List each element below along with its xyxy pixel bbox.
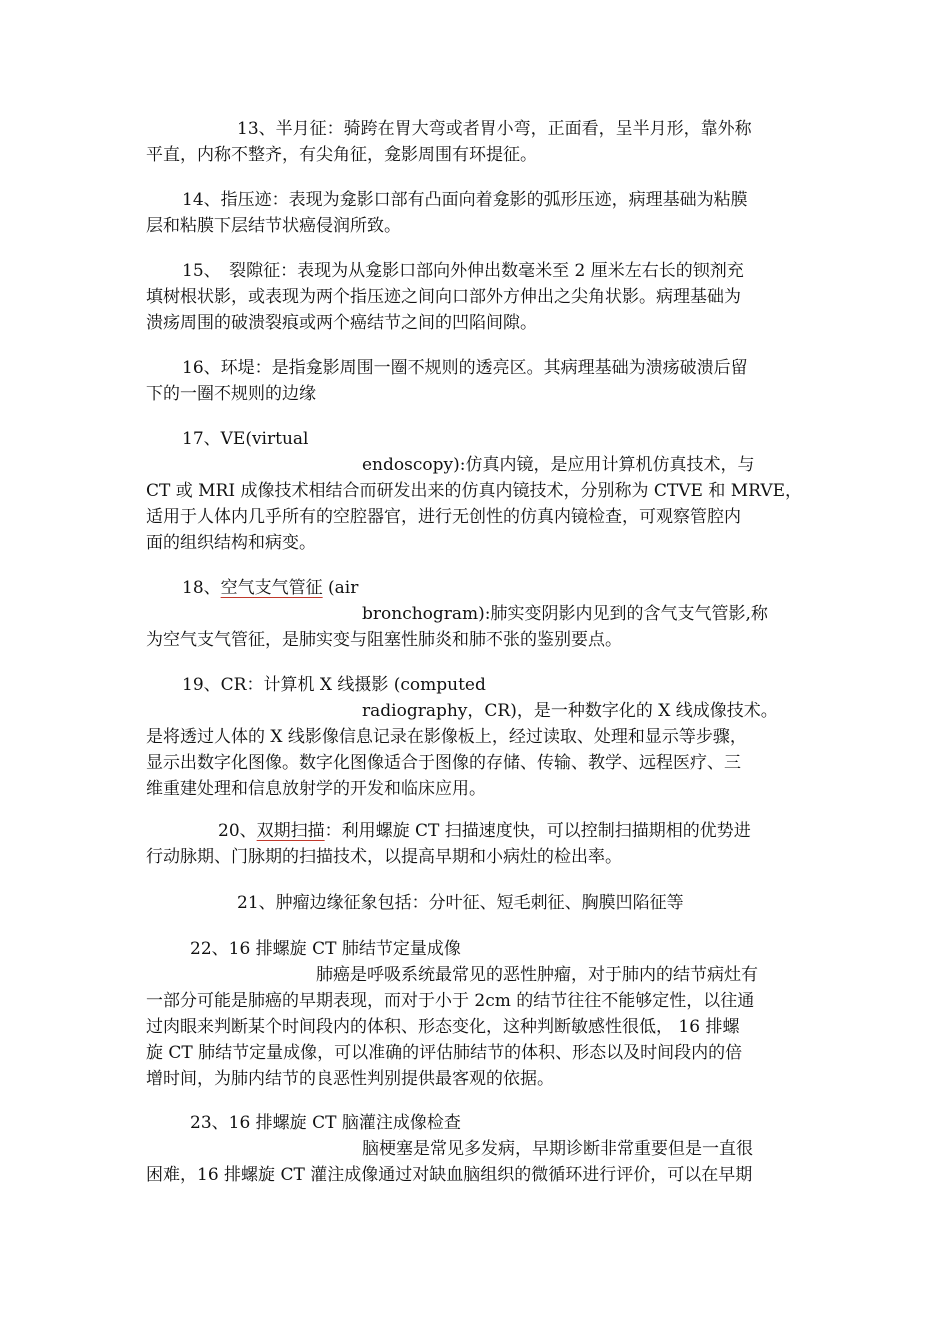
item-22-line-5: 旋 CT 肺结节定量成像，可以准确的评估肺结节的体积、形态以及时间段内的倍 xyxy=(146,1043,743,1063)
item-23-line-3: 困难，16 排螺旋 CT 灌注成像通过对缺血脑组织的微循环进行评价，可以在早期 xyxy=(146,1165,753,1185)
item-14-line-2: 层和粘膜下层结节状癌侵润所致。 xyxy=(146,216,401,236)
item-20-number: 20、 xyxy=(218,821,257,841)
item-19-line-4: 显示出数字化图像。数字化图像适合于图像的存储、传输、教学、远程医疗、三 xyxy=(146,753,741,773)
item-23-line-2: 脑梗塞是常见多发病，早期诊断非常重要但是一直很 xyxy=(362,1139,753,1159)
item-17-line-2: endoscopy):仿真内镜，是应用计算机仿真技术，与 xyxy=(362,455,755,475)
item-19-line-5: 维重建处理和信息放射学的开发和临床应用。 xyxy=(146,779,486,799)
item-23-heading: 23、16 排螺旋 CT 脑灌注成像检查 xyxy=(190,1113,461,1133)
item-19-line-1: 19、CR：计算机 X 线摄影 (computed xyxy=(182,675,486,695)
item-15-line-3: 溃疡周围的破溃裂痕或两个癌结节之间的凹陷间隙。 xyxy=(146,313,537,333)
item-18-line-2: bronchogram):肺实变阴影内见到的含气支气管影,称 xyxy=(362,604,768,624)
item-17-line-5: 面的组织结构和病变。 xyxy=(146,533,316,553)
item-22-line-3: 一部分可能是肺癌的早期表现，而对于小于 2cm 的结节往往不能够定性，以往通 xyxy=(146,991,755,1011)
item-20-line-1 xyxy=(218,818,751,844)
item-20-definition-start: ：利用螺旋 CT 扫描速度快，可以控制扫描期相的优势进 xyxy=(324,821,751,841)
item-22-line-2: 肺癌是呼吸系统最常见的恶性肿瘤，对于肺内的结节病灶有 xyxy=(316,965,758,985)
item-13-line-2: 平直，内称不整齐，有尖角征，龛影周围有环提征。 xyxy=(146,145,537,165)
item-14-line-1: 14、指压迹：表现为龛影口部有凸面向着龛影的弧形压迹，病理基础为粘膜 xyxy=(182,190,748,210)
item-16-line-1: 16、环堤：是指龛影周围一圈不规则的透亮区。其病理基础为溃疡破溃后留 xyxy=(182,358,748,378)
item-22-heading: 22、16 排螺旋 CT 肺结节定量成像 xyxy=(190,939,461,959)
item-20-line-2: 行动脉期、门脉期的扫描技术，以提高早期和小病灶的检出率。 xyxy=(146,847,622,867)
item-13-line-1: 13、半月征：骑跨在胃大弯或者胃小弯，正面看，呈半月形，靠外称 xyxy=(237,119,752,139)
item-19-line-3: 是将透过人体的 X 线影像信息记录在影像板上，经过读取、处理和显示等步骤， xyxy=(146,727,747,747)
item-15-line-2: 填树根状影，或表现为两个指压迹之间向口部外方伸出之尖角状影。病理基础为 xyxy=(146,287,741,307)
item-17-line-3: CT 或 MRI 成像技术相结合而研发出来的仿真内镜技术，分别称为 CTVE 和 MRVE， xyxy=(146,481,803,501)
item-19-line-2: radiography，CR)，是一种数字化的 X 线成像技术。 xyxy=(362,701,778,721)
item-15-line-1: 15、 裂隙征：表现为从龛影口部向外伸出数毫米至 2 厘米左右长的钡剂充 xyxy=(182,261,744,281)
air-bronchogram-term: 空气支气管征 xyxy=(220,578,323,598)
item-21-line-1: 21、肿瘤边缘征象包括：分叶征、短毛刺征、胸膜凹陷征等 xyxy=(237,893,684,913)
item-22-line-6: 增时间，为肺内结节的良恶性判别提供最客观的依据。 xyxy=(146,1069,554,1089)
item-17-line-4: 适用于人体内几乎所有的空腔器官，进行无创性的仿真内镜检查，可观察管腔内 xyxy=(146,507,741,527)
item-22-line-4: 过肉眼来判断某个时间段内的体积、形态变化，这种判断敏感性很低， 16 排螺 xyxy=(146,1017,740,1037)
item-18-line-1 xyxy=(182,575,358,601)
item-18-number: 18、 xyxy=(182,578,221,598)
dual-phase-scan-term: 双期扫描 xyxy=(256,821,325,841)
item-18-english-start: (air xyxy=(322,578,359,598)
item-17-line-1: 17、VE(virtual xyxy=(182,429,309,449)
item-16-line-2: 下的一圈不规则的边缘 xyxy=(146,384,316,404)
item-18-line-3: 为空气支气管征，是肺实变与阻塞性肺炎和肺不张的鉴别要点。 xyxy=(146,630,622,650)
